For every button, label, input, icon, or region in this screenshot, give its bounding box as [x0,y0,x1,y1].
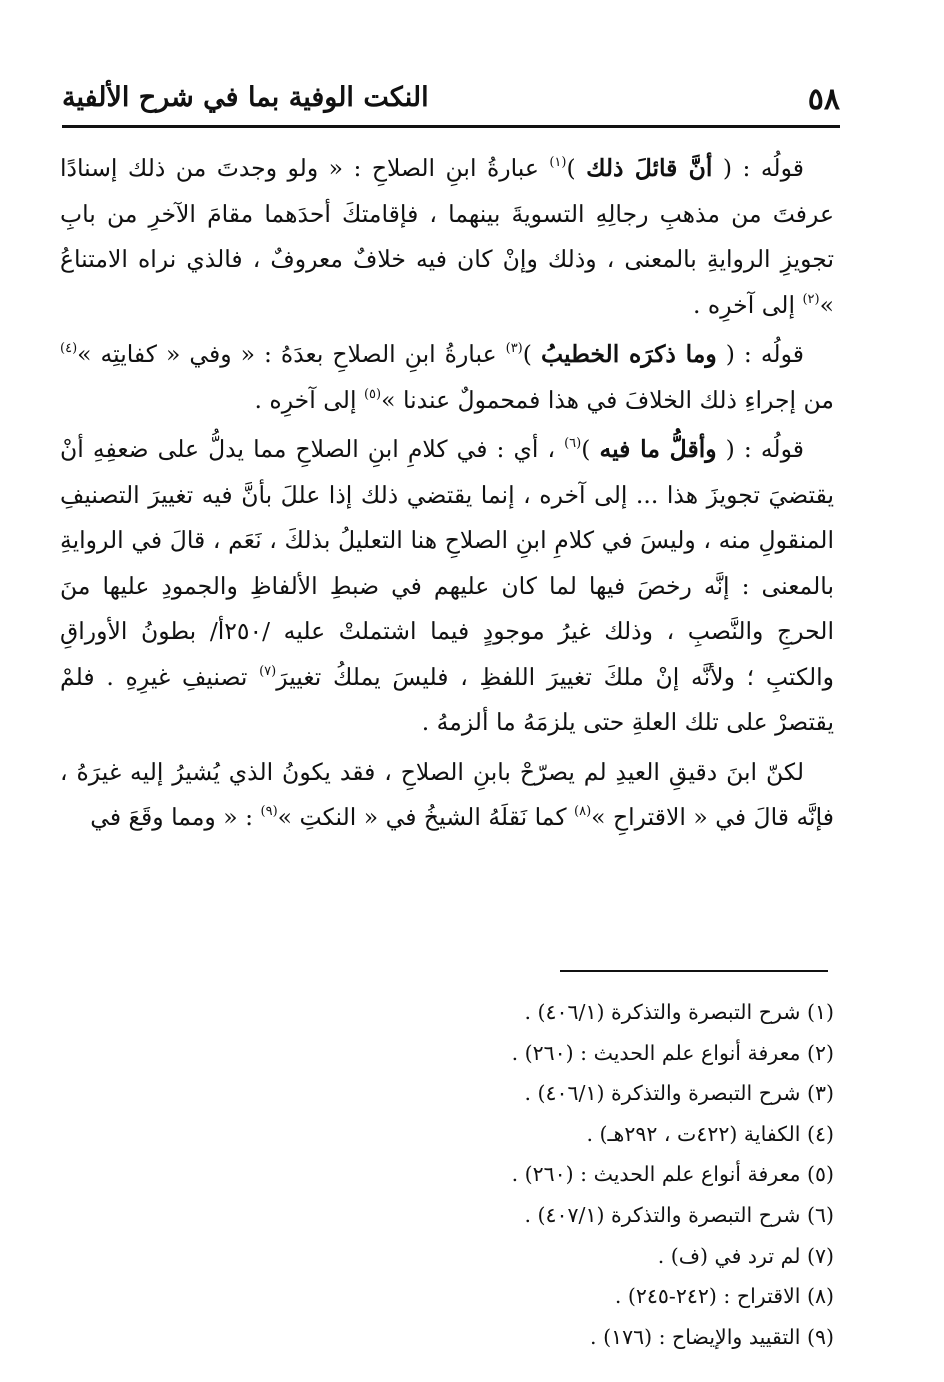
paragraph-1 [60,146,834,328]
running-header [62,72,840,128]
paragraph-3-lead: قولُه : ( [725,435,804,463]
paragraph-1-lead: قولُه : ( [722,154,804,182]
paragraph-3-close: ) [581,435,591,463]
footnote: (٥) معرفة أنواع علم الحديث : (٢٦٠) . [511,1162,834,1187]
paragraph-2-tail: إلى آخرِه . [254,385,364,414]
footnote: (٧) لم ترد في (ف) . [657,1243,834,1268]
footnote: (٢) معرفة أنواع علم الحديث : (٢٦٠) . [511,1040,834,1065]
footnote: (٨) الاقتراح : (٢٤٢-٢٤٥) . [614,1284,834,1309]
paragraph-4 [60,750,834,841]
footnote: (٤) الكفاية (٤٢٢ت ، ٢٩٢هـ) . [586,1121,834,1146]
paragraph-3-tail: تصنيفِ غيرِهِ . فلمْ يقتصرْ على تلك العلةِ حتى يلزمَهُ ما ألزمهُ . [60,662,834,736]
paragraph-2-text-2: من إجراءِ ذلك الخلافَ في هذا فمحمولٌ عندنا » [381,385,834,414]
footnote-ref-9: (٩) [260,804,278,819]
book-title: النكت الوفية بما في شرح الألفية [62,82,429,113]
footnote: (٩) التقييد والإيضاح : (١٧٦) . [590,1324,834,1349]
footnotes-list [60,992,834,1357]
paragraph-3-term: وأقلُّ ما فيه [599,435,717,463]
paragraph-2-term: وما ذكرَه الخطيبُ [540,340,717,368]
paragraph-3-text: ، أي : في كلامِ ابنِ الصلاحِ مما يدلُّ على ضعفِهِ أنْ يقتضيَ تجويزَ هذا ... إلى آخره ، إنما يقتضي ذلك إذا عللَ بأنَّ فيه تغييرَ التصنيفِ المنقولِ منه ، وليسَ في كلامِ ابنِ الصلاحِ هنا التعليلُ بذلكَ ، نَعَم ، قالَ في الروايةِ بالمعنى : إنَّه رخصَ فيها لما كان عليهم في ضبطِ الألفاظِ والجمودِ عليها منَ الحرجِ والنَّصبِ ، وذلك غيرُ موجودٍ فيما اشتملتْ عليه /٢٥٠أ/ بطونُ الأوراقِ والكتبِ ؛ ولأنَّه إنْ ملكَ تغييرَ اللفظِ ، فليسَ يملكُ تغييرَ [60,435,835,691]
paragraph-2-lead: قولُه : ( [725,340,804,368]
footnote: (٣) شرح التبصرة والتذكرة (٤٠٦/١) . [524,1081,834,1106]
paragraph-4-tail: : « ومما وقَعَ في [90,803,261,831]
paragraph-3 [60,427,834,746]
paragraph-4-text: لكنّ ابنَ دقيقِ العيدِ لم يصرّحْ بابنِ الصلاحِ ، فقد يكونُ الذي يُشيرُ إليه غيرَهُ ، فإنَّه قالَ في « الاقتراحِ » [60,757,834,831]
footnote-ref-5: (٥) [363,386,382,402]
footnote-ref-7: (٧) [259,663,277,679]
paragraph-2-close: ) [522,340,532,368]
paragraph-2 [60,332,834,423]
footnote-ref-2: (٢) [802,291,820,307]
footnote-rule [560,970,828,972]
footnote-ref-8: (٨) [574,804,592,819]
footnote: (١) شرح التبصرة والتذكرة (٤٠٦/١) . [524,1000,834,1024]
main-text [60,146,834,845]
footnote-ref-4: (٤) [60,341,78,356]
paragraph-1-text: عبارةُ ابنِ الصلاحِ : « ولو وجدتَ من ذلك إسنادًا عرفتَ من مذهبِ رجالِهِ التسويةَ بينهما ، فإقامتكَ أحدَهما مقامَ الآخرِ من بابِ تجويزِ الروايةِ بالمعنى ، وذلك وإنْ كان فيه خلافٌ معروفٌ ، فالذي نراه الامتناعُ » [60,154,834,319]
paragraph-2-text: عبارةُ ابنِ الصلاحِ بعدَهُ : « وفي « كفايتِه » [77,340,506,368]
header-rule [62,125,840,128]
footnote-ref-6: (٦) [564,436,582,451]
footnote: (٦) شرح التبصرة والتذكرة (٤٠٧/١) . [524,1202,834,1227]
footnote-ref-1: (١) [549,155,567,170]
page-number: ٥٨ [807,82,840,117]
footnote-ref-3: (٣) [505,341,523,356]
paragraph-1-close: ) [566,154,576,182]
paragraph-1-tail: إلى آخرِه . [692,290,803,319]
paragraph-4-text-2: كما نَقلَهُ الشيخُ في « النكتِ » [277,803,574,831]
paragraph-1-term: أنَّ قائلَ ذلك [586,154,713,182]
